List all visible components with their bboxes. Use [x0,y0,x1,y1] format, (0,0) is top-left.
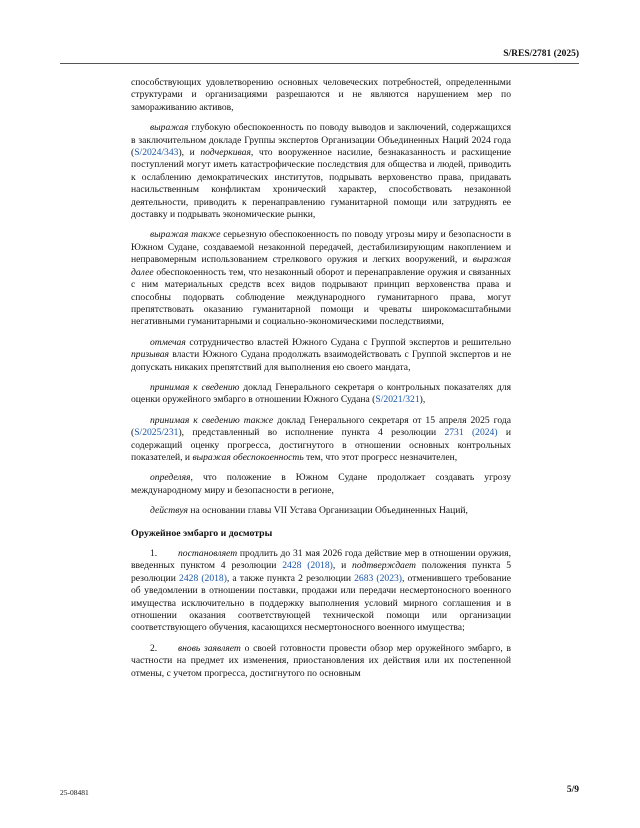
paragraph-number: 1. [150,548,158,559]
resolution-link[interactable]: 2731 (2024) [444,427,498,439]
document-link[interactable]: S/2024/343 [134,147,179,159]
header-divider [60,63,579,64]
page-number: 5/9 [566,785,579,795]
document-symbol: S/RES/2781 (2025) [503,49,579,59]
paragraph-weapons-threat: выражая также серьезную обеспокоенность по поводу угрозы миру и безопасности в Южном Судане, создаваемой незаконной передачей, дестабилизирующим накоплением и неправомерным использованием стрелкового оружия и легких вооружений, и выражая далее обеспокоенность тем, что незаконный оборот и перенаправление оружия и связанных с ним материальных средств всех видов подрывают принцип верховенства права и способны подорвать соблюдение международного гуманитарного права, могут препятствовать оказанию гуманитарной помощи и чреваты широкомасштабными негативными гуманитарными и социально-экономическими последствиями, [131,229,511,328]
paragraph-benchmarks-report: принимая к сведению доклад Генерального секретаря о контрольных показателях для оценки оружейного эмбарго в отношении Южного Судана (S/2021/321), [131,381,511,406]
resolution-link[interactable]: 2428 (2018) [179,572,227,584]
operative-paragraph-2: 2. вновь заявляет о своей готовности провести обзор мер оружейного эмбарго, в частности на предмет их изменения, приостановления их действия или их постепенной отмены, с учетом прогресса, достигнутого по основным [131,642,511,679]
document-link[interactable]: S/2025/231 [134,427,179,439]
paragraph-number: 2. [150,642,158,654]
paragraph-progress-report: принимая к сведению также доклад Генерального секретаря от 15 апреля 2025 года (S/2025/231), представленный во исполнение пункта 4 резолюции 2731 (2024) и содержащий оценку прогресса, достигнутого в отношении основных контрольных показателей, и выражая обеспокоенность тем, что этот прогресс незначителен, [131,414,511,463]
paragraph-assets-exemption: способствующих удовлетворению основных человеческих потребностей, определенными структурами и организациями разрешаются и не являются нарушением мер по замораживанию активов, [131,77,511,113]
paragraph-chapter-vii: действуя на основании главы VII Устава Организации Объединенных Наций, [150,505,468,517]
paragraph-cooperation: отмечая сотрудничество властей Южного Судана с Группой экспертов и решительно призывая власти Южного Судана продолжать взаимодействовать с Группой экспертов и не допускать никаких препятствий для выполнения ею своего мандата, [131,336,511,373]
document-body [131,77,511,688]
operative-paragraph-1: 1. постановляет продлить до 31 мая 2026 года действие мер в отношении оружия, введенных пунктом 4 резолюции 2428 (2018), и подтверждает положения пункта 5 резолюции 2428 (2018), а также пункта 2 резолюции 2683 (2023), отменившего требование об уведомлении в отношении поставки, продажи или передачи несмертоносного военного имущества исключительно в поддержку выполнения условий мирного соглашения и в отношении оказания соответствующей технической помощи или организации соответствующего обучения, касающихся несмертоносного военного имущества; [131,548,511,634]
paragraph-threat-determination: определяя, что положение в Южном Судане продолжает создавать угрозу международному миру и безопасности в регионе, [131,472,511,496]
section-heading: Оружейное эмбарго и досмотры [131,527,273,539]
resolution-link[interactable]: 2683 (2023) [354,572,402,584]
document-link[interactable]: S/2021/321 [375,394,420,406]
resolution-link[interactable]: 2428 (2018) [282,560,333,572]
paragraph-panel-report-concern: выражая глубокую обеспокоенность по поводу выводов и заключений, содержащихся в заключительном докладе Группы экспертов Организации Объединенных Наций 2024 года (S/2024/343), и подчеркивая, что вооруженное насилие, безнаказанность и расхищение поступлений могут иметь катастрофические последствия для общества и людей, приводить к ослаблению демократических институтов, подрывать верховенство права, придавать насильственным конфликтам хронический характер, способствовать незаконной деятельности, приводить к перенаправлению гуманитарной помощи или затруднять ее доставку и подрывать экономические рынки, [131,122,511,221]
job-number: 25-08481 [60,788,89,797]
